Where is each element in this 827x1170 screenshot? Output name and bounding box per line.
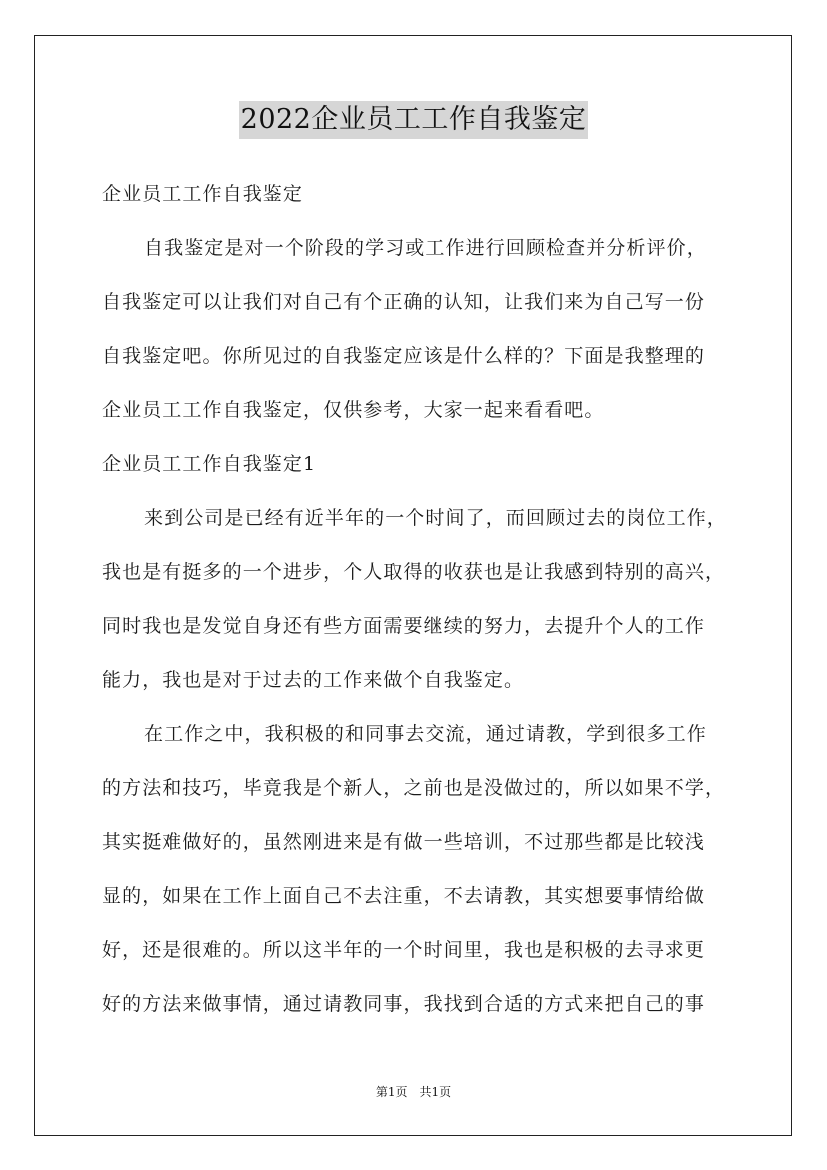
paragraph-line: 的方法和技巧，毕竟我是个新人，之前也是没做过的，所以如果不学， <box>102 777 726 799</box>
page-number-footer: 第1页 共1页 <box>375 1085 452 1099</box>
document-title: 2022企业员工工作自我鉴定 <box>239 101 589 139</box>
paragraph-line: 其实挺难做好的，虽然刚进来是有做一些培训，不过那些都是比较浅 <box>102 831 706 853</box>
paragraph-line: 能力，我也是对于过去的工作来做个自我鉴定。 <box>102 669 525 691</box>
paragraph-line: 来到公司是已经有近半年的一个时间了，而回顾过去的岗位工作， <box>144 507 727 529</box>
title-container <box>0 101 827 139</box>
intro-line: 自我鉴定是对一个阶段的学习或工作进行回顾检查并分析评价， <box>144 237 707 259</box>
paragraph-line: 显的，如果在工作上面自己不去注重，不去请教，其实想要事情给做 <box>102 885 706 907</box>
document-body <box>102 167 734 1031</box>
paragraph-line: 我也是有挺多的一个进步，个人取得的收获也是让我感到特别的高兴， <box>102 561 726 583</box>
document-subtitle: 企业员工工作自我鉴定 <box>102 183 304 205</box>
paragraph-line: 在工作之中，我积极的和同事去交流，通过请教，学到很多工作 <box>144 723 707 745</box>
paragraph-line: 好的方法来做事情，通过请教同事，我找到合适的方式来把自己的事 <box>102 993 706 1015</box>
section-heading: 企业员工工作自我鉴定1 <box>102 453 317 475</box>
paragraph-line: 好，还是很难的。所以这半年的一个时间里，我也是积极的去寻求更 <box>102 939 706 961</box>
intro-line: 自我鉴定可以让我们对自己有个正确的认知，让我们来为自己写一份 <box>102 291 706 313</box>
intro-line: 自我鉴定吧。你所见过的自我鉴定应该是什么样的？下面是我整理的 <box>102 345 706 367</box>
intro-line: 企业员工工作自我鉴定，仅供参考，大家一起来看看吧。 <box>102 399 605 421</box>
paragraph-line: 同时我也是发觉自身还有些方面需要继续的努力，去提升个人的工作 <box>102 615 706 637</box>
